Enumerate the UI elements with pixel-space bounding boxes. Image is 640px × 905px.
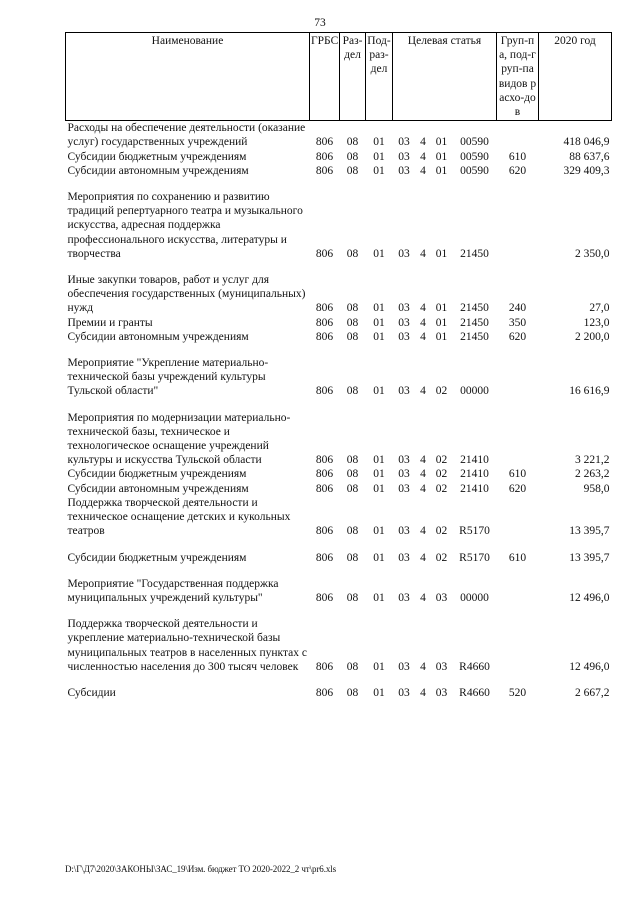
cell-razdel: 08 xyxy=(346,330,359,343)
cell-podrazdel: 01 xyxy=(373,660,385,673)
cell-name: Субсидии бюджетным учреждениям xyxy=(67,150,247,163)
row-spacer xyxy=(66,178,612,190)
header-celevaya-statya: Целевая статья xyxy=(393,33,497,121)
cell-podrazdel: 01 xyxy=(373,525,385,538)
cell-cs-program: 03 xyxy=(398,468,410,481)
cell-name: Премии и гранты xyxy=(67,316,153,329)
cell-cs-direction: 00590 xyxy=(460,164,489,177)
cell-podrazdel: 01 xyxy=(373,330,385,343)
table-row xyxy=(66,150,612,164)
cell-razdel: 08 xyxy=(346,551,359,564)
table-row xyxy=(66,330,612,344)
cell-cs-main: 01 xyxy=(435,330,448,343)
cell-razdel: 08 xyxy=(346,302,359,315)
cell-cs-main: 03 xyxy=(435,591,448,604)
table-row xyxy=(66,496,612,539)
cell-vid-rashodov: 620 xyxy=(508,164,527,177)
row-spacer xyxy=(66,605,612,617)
cell-cs-type: 4 xyxy=(420,454,426,467)
cell-cs-type: 4 xyxy=(420,302,426,315)
cell-name: Поддержка творческой деятельности и укрепление материально-технической базы муниципальных театров в населенных пунктах с численностью населения до 300 тысяч человек xyxy=(67,618,307,673)
cell-cs-direction: R4660 xyxy=(459,660,490,673)
cell-cs-type: 4 xyxy=(420,660,426,673)
cell-razdel: 08 xyxy=(346,316,359,329)
cell-cs-type: 4 xyxy=(420,247,426,260)
header-gruppa-vidov-rashodov: Груп-па, под-груп-па видов расхо-дов xyxy=(497,33,539,121)
cell-grbs: 806 xyxy=(315,330,334,343)
cell-grbs: 806 xyxy=(315,136,334,149)
cell-razdel: 08 xyxy=(346,591,359,604)
cell-razdel: 08 xyxy=(346,660,359,673)
cell-name: Мероприятия по модернизации материально-технической базы, техническое и технологическое оснащение учреждений культуры и искусства Тульской области xyxy=(67,411,291,467)
cell-name: Субсидии автономным учреждениям xyxy=(67,330,249,343)
table-header-row xyxy=(66,33,612,121)
cell-cs-direction: 21410 xyxy=(460,468,489,481)
table-row xyxy=(66,164,612,178)
cell-cs-direction: 00000 xyxy=(460,385,489,398)
cell-cs-program: 03 xyxy=(398,482,410,495)
table-row xyxy=(66,686,612,700)
cell-cs-direction: R5170 xyxy=(459,551,490,564)
cell-podrazdel: 01 xyxy=(373,136,385,149)
spacer-cell xyxy=(66,178,612,190)
row-spacer xyxy=(66,344,612,356)
cell-podrazdel: 01 xyxy=(373,482,385,495)
cell-vid-rashodov: 520 xyxy=(508,686,527,699)
cell-cs-direction: 21450 xyxy=(460,330,489,343)
cell-podrazdel: 01 xyxy=(373,302,385,315)
cell-sum-2020: 13 395,7 xyxy=(569,525,610,538)
spacer-cell xyxy=(66,674,612,686)
cell-cs-type: 4 xyxy=(420,164,426,177)
cell-cs-program: 03 xyxy=(398,591,410,604)
cell-cs-type: 4 xyxy=(420,136,426,149)
row-spacer xyxy=(66,399,612,411)
cell-cs-type: 4 xyxy=(420,150,426,163)
cell-sum-2020: 13 395,7 xyxy=(569,551,610,564)
cell-sum-2020: 123,0 xyxy=(583,316,610,329)
cell-vid-rashodov xyxy=(497,496,539,539)
cell-cs-type: 4 xyxy=(420,551,426,564)
cell-cs-type: 4 xyxy=(420,316,426,329)
cell-razdel: 08 xyxy=(346,136,359,149)
cell-cs-type: 4 xyxy=(420,482,426,495)
file-path-footer: D:\Г\Д7\2020\ЗАКОНЫ\ЗАС_19\Изм. бюджет ТО 2020-2022_2 чт\pr6.xls xyxy=(65,864,337,874)
cell-name: Субсидии бюджетным учреждениям xyxy=(67,551,247,564)
header-grbs: ГРБС xyxy=(310,33,340,121)
cell-razdel: 08 xyxy=(346,686,359,699)
cell-sum-2020: 2 350,0 xyxy=(575,247,610,260)
cell-name: Мероприятие "Укрепление материально-технической базы учреждений культуры Тульской области" xyxy=(67,357,269,398)
spacer-cell xyxy=(66,399,612,411)
cell-podrazdel: 01 xyxy=(373,468,385,481)
cell-sum-2020: 12 496,0 xyxy=(569,591,610,604)
cell-cs-direction: 00000 xyxy=(460,591,489,604)
cell-cs-program: 03 xyxy=(398,302,410,315)
cell-grbs: 806 xyxy=(315,525,334,538)
cell-grbs: 806 xyxy=(315,302,334,315)
cell-name: Расходы на обеспечение деятельности (оказание услуг) государственных учреждений xyxy=(67,122,306,149)
cell-podrazdel: 01 xyxy=(373,551,385,564)
cell-sum-2020: 958,0 xyxy=(583,482,610,495)
cell-sum-2020: 418 046,9 xyxy=(563,136,610,149)
cell-sum-2020: 16 616,9 xyxy=(569,385,610,398)
cell-vid-rashodov xyxy=(497,356,539,399)
row-spacer xyxy=(66,674,612,686)
cell-vid-rashodov: 240 xyxy=(508,302,527,315)
cell-name: Субсидии автономным учреждениям xyxy=(67,164,249,177)
cell-cs-program: 03 xyxy=(398,136,410,149)
cell-cs-program: 03 xyxy=(398,247,410,260)
budget-table xyxy=(65,32,612,700)
cell-vid-rashodov xyxy=(497,411,539,468)
cell-vid-rashodov xyxy=(497,190,539,261)
cell-cs-program: 03 xyxy=(398,686,410,699)
cell-cs-direction: R5170 xyxy=(459,525,490,538)
cell-cs-main: 01 xyxy=(435,247,448,260)
cell-grbs: 806 xyxy=(315,468,334,481)
cell-cs-main: 03 xyxy=(435,660,448,673)
cell-cs-type: 4 xyxy=(420,525,426,538)
table-row xyxy=(66,316,612,330)
table-row xyxy=(66,467,612,481)
cell-sum-2020: 88 637,6 xyxy=(569,150,610,163)
cell-cs-direction: 21450 xyxy=(460,316,489,329)
header-year-2020: 2020 год xyxy=(539,33,612,121)
cell-cs-program: 03 xyxy=(398,660,410,673)
page-number: 73 xyxy=(314,17,326,29)
cell-cs-main: 01 xyxy=(435,302,448,315)
cell-cs-main: 01 xyxy=(435,136,448,149)
cell-grbs: 806 xyxy=(315,454,334,467)
cell-grbs: 806 xyxy=(315,164,334,177)
cell-vid-rashodov: 610 xyxy=(508,468,527,481)
header-razdel: Раз-дел xyxy=(340,33,366,121)
cell-name: Мероприятия по сохранению и развитию традиций репертуарного театра и музыкального искусства, адресная поддержка профессионального искусства, литературы и творчества xyxy=(67,191,303,260)
cell-cs-main: 02 xyxy=(435,525,448,538)
table-row xyxy=(66,121,612,150)
cell-razdel: 08 xyxy=(346,454,359,467)
table-row xyxy=(66,411,612,468)
cell-grbs: 806 xyxy=(315,660,334,673)
cell-vid-rashodov: 620 xyxy=(508,330,527,343)
cell-name: Поддержка творческой деятельности и техническое оснащение детских и кукольных театров xyxy=(67,496,291,538)
spacer-cell xyxy=(66,539,612,551)
spacer-cell xyxy=(66,261,612,273)
table-row xyxy=(66,482,612,496)
cell-grbs: 806 xyxy=(315,686,334,699)
cell-cs-main: 02 xyxy=(435,468,448,481)
cell-grbs: 806 xyxy=(315,551,334,564)
cell-sum-2020: 2 263,2 xyxy=(575,468,610,481)
cell-grbs: 806 xyxy=(315,591,334,604)
header-podrazdel: Под-раз-дел xyxy=(366,33,393,121)
cell-cs-main: 02 xyxy=(435,454,448,467)
cell-cs-main: 01 xyxy=(435,316,448,329)
cell-vid-rashodov: 610 xyxy=(508,551,527,564)
cell-name: Субсидии бюджетным учреждениям xyxy=(67,468,247,481)
cell-grbs: 806 xyxy=(315,247,334,260)
cell-cs-type: 4 xyxy=(420,330,426,343)
cell-podrazdel: 01 xyxy=(373,150,385,163)
cell-cs-program: 03 xyxy=(398,385,410,398)
cell-podrazdel: 01 xyxy=(373,316,385,329)
cell-cs-type: 4 xyxy=(420,686,426,699)
row-spacer xyxy=(66,565,612,577)
cell-razdel: 08 xyxy=(346,164,359,177)
row-spacer xyxy=(66,539,612,551)
cell-cs-program: 03 xyxy=(398,330,410,343)
table-body xyxy=(66,121,612,700)
cell-cs-main: 02 xyxy=(435,482,448,495)
cell-sum-2020: 2 667,2 xyxy=(575,686,610,699)
cell-name: Субсидии автономным учреждениям xyxy=(67,482,249,495)
cell-cs-direction: 21450 xyxy=(460,247,489,260)
cell-cs-type: 4 xyxy=(420,591,426,604)
cell-name: Иные закупки товаров, работ и услуг для обеспечения государственных (муниципальных) нужд xyxy=(67,274,306,315)
cell-vid-rashodov xyxy=(497,617,539,674)
cell-podrazdel: 01 xyxy=(373,247,385,260)
cell-razdel: 08 xyxy=(346,482,359,495)
spacer-cell xyxy=(66,605,612,617)
table-row xyxy=(66,577,612,605)
spacer-cell xyxy=(66,344,612,356)
cell-cs-program: 03 xyxy=(398,551,410,564)
table-row xyxy=(66,273,612,316)
cell-razdel: 08 xyxy=(346,385,359,398)
cell-sum-2020: 329 409,3 xyxy=(563,164,610,177)
cell-razdel: 08 xyxy=(346,468,359,481)
cell-sum-2020: 12 496,0 xyxy=(569,660,610,673)
cell-razdel: 08 xyxy=(346,525,359,538)
cell-podrazdel: 01 xyxy=(373,686,385,699)
table-row xyxy=(66,190,612,261)
cell-cs-main: 01 xyxy=(435,164,448,177)
cell-vid-rashodov xyxy=(497,121,539,150)
cell-vid-rashodov: 350 xyxy=(508,316,527,329)
cell-cs-direction: 00590 xyxy=(460,150,489,163)
cell-cs-main: 03 xyxy=(435,686,448,699)
cell-sum-2020: 2 200,0 xyxy=(575,330,610,343)
cell-vid-rashodov: 620 xyxy=(508,482,527,495)
cell-cs-direction: 21410 xyxy=(460,482,489,495)
spacer-cell xyxy=(66,565,612,577)
cell-grbs: 806 xyxy=(315,150,334,163)
cell-cs-direction: 21450 xyxy=(460,302,489,315)
cell-cs-main: 02 xyxy=(435,385,448,398)
cell-cs-direction: 21410 xyxy=(460,454,489,467)
cell-cs-program: 03 xyxy=(398,150,410,163)
row-spacer xyxy=(66,261,612,273)
cell-cs-program: 03 xyxy=(398,454,410,467)
cell-vid-rashodov xyxy=(497,577,539,605)
cell-name: Субсидии xyxy=(67,686,116,699)
table-row xyxy=(66,551,612,565)
cell-sum-2020: 27,0 xyxy=(589,302,610,315)
cell-podrazdel: 01 xyxy=(373,454,385,467)
cell-cs-main: 02 xyxy=(435,551,448,564)
cell-vid-rashodov: 610 xyxy=(508,150,527,163)
cell-cs-type: 4 xyxy=(420,385,426,398)
cell-podrazdel: 01 xyxy=(373,385,385,398)
table-row xyxy=(66,617,612,674)
cell-podrazdel: 01 xyxy=(373,164,385,177)
cell-cs-main: 01 xyxy=(435,150,448,163)
cell-grbs: 806 xyxy=(315,316,334,329)
cell-name: Мероприятие "Государственная поддержка муниципальных учреждений культуры" xyxy=(67,577,279,604)
cell-cs-program: 03 xyxy=(398,316,410,329)
cell-cs-type: 4 xyxy=(420,468,426,481)
cell-cs-program: 03 xyxy=(398,525,410,538)
cell-cs-program: 03 xyxy=(398,164,410,177)
cell-grbs: 806 xyxy=(315,385,334,398)
header-name: Наименование xyxy=(66,33,310,121)
cell-razdel: 08 xyxy=(346,247,359,260)
cell-razdel: 08 xyxy=(346,150,359,163)
cell-sum-2020: 3 221,2 xyxy=(575,454,610,467)
cell-cs-direction: R4660 xyxy=(459,686,490,699)
cell-podrazdel: 01 xyxy=(373,591,385,604)
table-row xyxy=(66,356,612,399)
cell-cs-direction: 00590 xyxy=(460,136,489,149)
cell-grbs: 806 xyxy=(315,482,334,495)
